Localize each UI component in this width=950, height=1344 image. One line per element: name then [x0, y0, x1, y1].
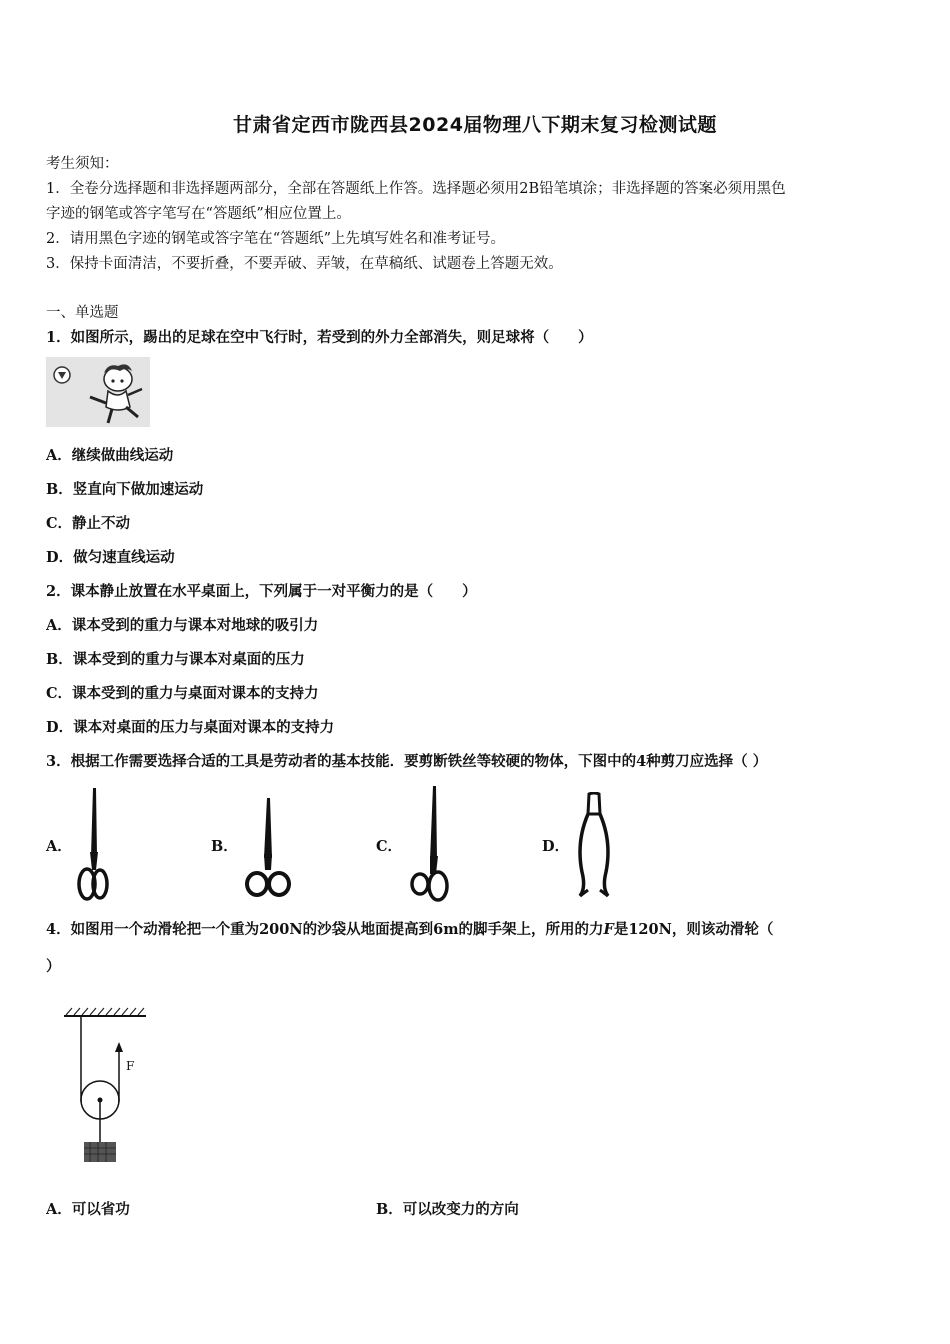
- football-kick-figure: [46, 357, 150, 427]
- q1-option-b: B．竖直向下做加速运动: [46, 481, 204, 498]
- question-3-stem: 3．根据工作需要选择合适的工具是劳动者的基本技能．要剪断铁丝等较硬的物体，下图中的4种剪刀应选择（ ）: [46, 753, 768, 770]
- notice-item-2: 2．请用黑色字迹的钢笔或答字笔在“答题纸”上先填写姓名和准考证号。: [46, 231, 506, 247]
- q2-option-a: A．课本受到的重力与课本对地球的吸引力: [46, 617, 319, 634]
- scissors-c-icon: [408, 784, 452, 904]
- question-4-stem-cont: ）: [46, 958, 61, 975]
- q4-force-variable: F: [603, 921, 614, 938]
- q4-stem-part-2: 是120N，则该动滑轮（: [613, 921, 774, 938]
- movable-pulley-figure: [56, 1004, 156, 1168]
- notice-item-1: 1．全卷分选择题和非选择题两部分，全部在答题纸上作答。选择题必须用2B铅笔填涂；非选择题的答案必须用黑色: [46, 181, 786, 197]
- q4-stem-part-1: 4．如图用一个动滑轮把一个重为200N的沙袋从地面提高到6m的脚手架上，所用的力: [46, 921, 604, 938]
- force-label: F: [126, 1059, 135, 1073]
- pliers-d-icon: [574, 792, 614, 902]
- page-title: 甘肃省定西市陇西县2024届物理八下期末复习检测试题: [233, 114, 717, 136]
- scissors-b-icon: [244, 796, 292, 902]
- scissors-a-icon: [74, 786, 114, 904]
- section-heading: 一、单选题: [46, 305, 119, 321]
- q4-option-a: A．可以省功: [46, 1201, 130, 1218]
- notice-item-3: 3．保持卡面清洁，不要折叠，不要弄破、弄皱，在草稿纸、试题卷上答题无效。: [46, 256, 563, 272]
- notice-heading: 考生须知：: [46, 156, 119, 172]
- q3-label-d: D．: [542, 838, 570, 855]
- question-4-stem: [46, 918, 906, 939]
- question-2-stem: 2．课本静止放置在水平桌面上，下列属于一对平衡力的是（ ）: [46, 583, 477, 600]
- q1-option-a: A．继续做曲线运动: [46, 447, 174, 464]
- q2-option-b: B．课本受到的重力与课本对桌面的压力: [46, 651, 305, 668]
- notice-item-1-cont: 字迹的钢笔或答字笔写在“答题纸”相应位置上。: [46, 206, 351, 222]
- q3-label-a: A．: [46, 838, 72, 855]
- question-1-stem: 1．如图所示，踢出的足球在空中飞行时，若受到的外力全部消失，则足球将（ ）: [46, 329, 593, 346]
- q2-option-d: D．课本对桌面的压力与桌面对课本的支持力: [46, 719, 335, 736]
- q1-option-d: D．做匀速直线运动: [46, 549, 175, 566]
- q1-option-c: C．静止不动: [46, 515, 131, 532]
- q4-option-b: B．可以改变力的方向: [376, 1201, 519, 1218]
- q3-label-c: C．: [376, 838, 403, 855]
- q3-label-b: B．: [211, 838, 238, 855]
- q2-option-c: C．课本受到的重力与桌面对课本的支持力: [46, 685, 319, 702]
